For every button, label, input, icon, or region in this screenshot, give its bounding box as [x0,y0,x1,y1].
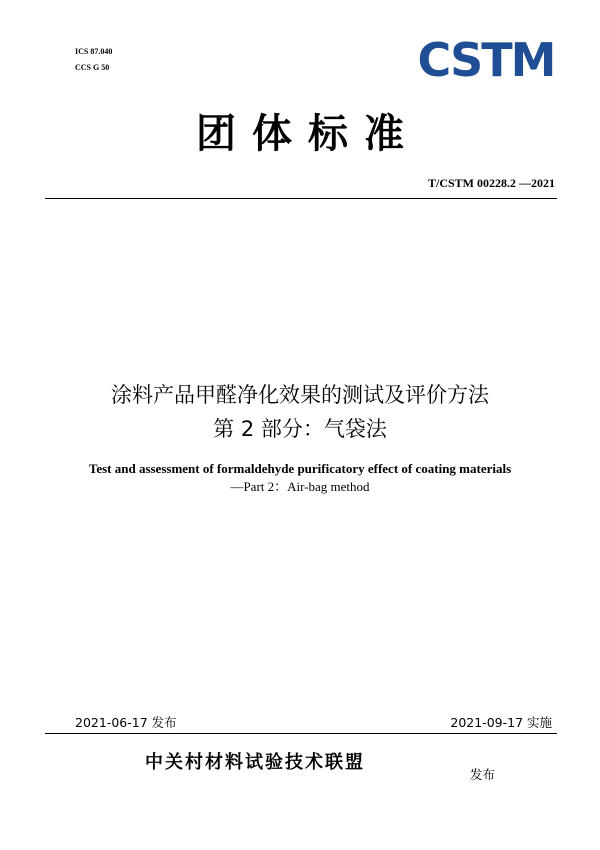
logo-text: CSTM [417,38,555,82]
top-divider [45,198,557,199]
ics-code: ICS 87.040 [75,47,113,56]
english-title-line-1: Test and assessment of formaldehyde purificatory effect of coating materials [88,461,512,476]
cstm-logo [415,38,557,82]
implement-date: 2021-09-17 实施 [450,715,552,730]
chinese-title-line-1: 涂料产品甲醛净化效果的测试及评价方法 [111,383,489,407]
publisher-name: 中关村材料试验技术联盟 [145,752,365,773]
main-title: 团体标准 [196,111,420,157]
issue-label: 发布 [470,767,496,782]
ccs-code: CCS G 50 [75,63,110,72]
chinese-title [0,378,600,446]
chinese-title-line-2: 第 2 部分：气袋法 [213,417,387,441]
publish-date: 2021-06-17 发布 [75,715,177,730]
classification-codes [75,44,112,76]
bottom-divider [45,733,557,734]
english-title [0,460,600,496]
standard-number: T/CSTM 00228.2 —2021 [427,176,555,190]
english-title-line-2: —Part 2：Air-bag method [230,479,370,494]
